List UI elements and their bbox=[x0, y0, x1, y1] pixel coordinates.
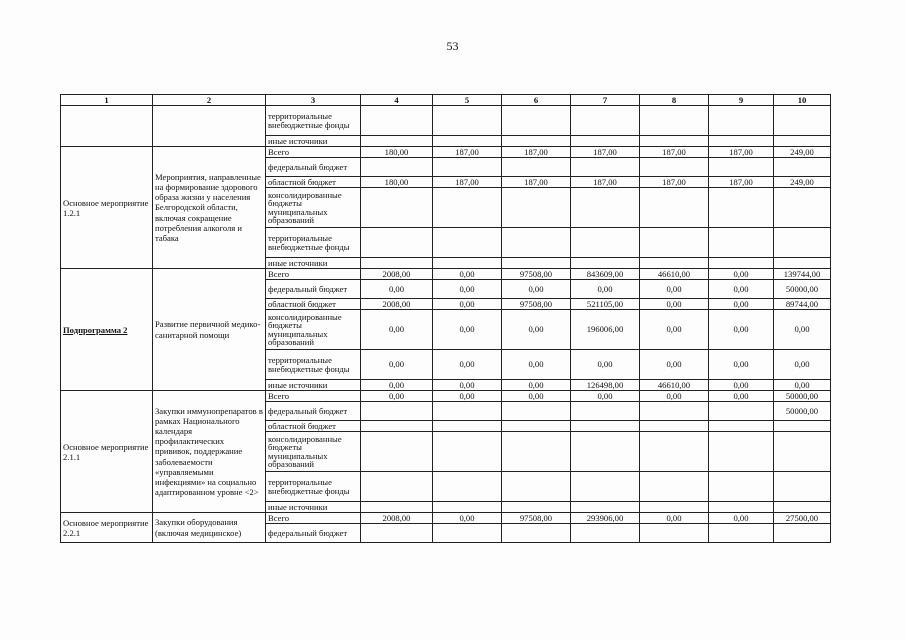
amount-cell bbox=[502, 432, 571, 472]
amount-cell bbox=[433, 136, 502, 147]
funding-source: областной бюджет bbox=[266, 421, 361, 432]
amount-cell bbox=[571, 472, 640, 502]
amount-cell: 0,00 bbox=[502, 280, 571, 299]
table-row bbox=[61, 513, 831, 524]
amount-cell: 89744,00 bbox=[774, 299, 831, 310]
amount-cell bbox=[433, 472, 502, 502]
amount-cell: 0,00 bbox=[361, 391, 433, 402]
amount-cell bbox=[640, 136, 709, 147]
amount-cell: 0,00 bbox=[502, 380, 571, 391]
amount-cell: 843609,00 bbox=[571, 269, 640, 280]
amount-cell: 249,00 bbox=[774, 177, 831, 188]
amount-cell bbox=[709, 421, 774, 432]
amount-cell bbox=[502, 106, 571, 136]
amount-cell: 27500,00 bbox=[774, 513, 831, 524]
amount-cell: 0,00 bbox=[640, 280, 709, 299]
column-header-6: 6 bbox=[502, 95, 571, 106]
amount-cell bbox=[774, 258, 831, 269]
amount-cell bbox=[709, 106, 774, 136]
amount-cell bbox=[640, 258, 709, 269]
funding-source: федеральный бюджет bbox=[266, 280, 361, 299]
funding-source: Всего bbox=[266, 269, 361, 280]
amount-cell bbox=[709, 158, 774, 177]
column-header-9: 9 bbox=[709, 95, 774, 106]
amount-cell: 46610,00 bbox=[640, 269, 709, 280]
measure-description bbox=[153, 106, 266, 147]
amount-cell bbox=[774, 136, 831, 147]
column-header-4: 4 bbox=[361, 95, 433, 106]
amount-cell: 187,00 bbox=[433, 147, 502, 158]
amount-cell bbox=[361, 402, 433, 421]
amount-cell bbox=[433, 228, 502, 258]
funding-source: иные источники bbox=[266, 258, 361, 269]
amount-cell bbox=[774, 158, 831, 177]
amount-cell bbox=[709, 258, 774, 269]
amount-cell: 187,00 bbox=[502, 177, 571, 188]
amount-cell bbox=[571, 402, 640, 421]
amount-cell: 0,00 bbox=[709, 299, 774, 310]
amount-cell bbox=[571, 158, 640, 177]
funding-source: Всего bbox=[266, 391, 361, 402]
column-header-1: 1 bbox=[61, 95, 153, 106]
column-header-8: 8 bbox=[640, 95, 709, 106]
amount-cell bbox=[361, 524, 433, 543]
amount-cell bbox=[502, 188, 571, 228]
amount-cell bbox=[774, 106, 831, 136]
amount-cell: 0,00 bbox=[433, 299, 502, 310]
measure-description: Мероприятия, направленные на формирование здорового образа жизни у населения Белгородской области, включая сокращение потребления алкоголя и табака bbox=[153, 147, 266, 269]
amount-cell bbox=[433, 502, 502, 513]
amount-cell bbox=[774, 421, 831, 432]
measure-name: Подпрограмма 2 bbox=[61, 269, 153, 391]
funding-source: территориальные внебюджетные фонды bbox=[266, 228, 361, 258]
amount-cell bbox=[502, 158, 571, 177]
amount-cell bbox=[433, 432, 502, 472]
amount-cell bbox=[502, 136, 571, 147]
amount-cell bbox=[640, 402, 709, 421]
amount-cell bbox=[571, 432, 640, 472]
amount-cell bbox=[709, 472, 774, 502]
amount-cell: 2008,00 bbox=[361, 299, 433, 310]
amount-cell: 187,00 bbox=[433, 177, 502, 188]
column-header-2: 2 bbox=[153, 95, 266, 106]
amount-cell: 0,00 bbox=[640, 391, 709, 402]
column-header-5: 5 bbox=[433, 95, 502, 106]
amount-cell: 0,00 bbox=[640, 299, 709, 310]
amount-cell: 0,00 bbox=[433, 280, 502, 299]
amount-cell bbox=[709, 228, 774, 258]
amount-cell bbox=[502, 421, 571, 432]
amount-cell bbox=[502, 228, 571, 258]
measure-description: Закупки иммунопрепаратов в рамках Национального календаря профилактических прививок, поддержание заболеваемости «управляемыми инфекциями» на социально адаптированном уровне <2> bbox=[153, 391, 266, 513]
column-header-3: 3 bbox=[266, 95, 361, 106]
table-row bbox=[61, 391, 831, 402]
amount-cell bbox=[571, 524, 640, 543]
amount-cell bbox=[361, 136, 433, 147]
amount-cell: 0,00 bbox=[640, 350, 709, 380]
amount-cell bbox=[433, 158, 502, 177]
amount-cell bbox=[709, 432, 774, 472]
amount-cell: 0,00 bbox=[433, 350, 502, 380]
funding-source: иные источники bbox=[266, 502, 361, 513]
amount-cell bbox=[640, 421, 709, 432]
amount-cell bbox=[640, 472, 709, 502]
amount-cell: 0,00 bbox=[709, 269, 774, 280]
funding-source: консолидированные бюджеты муниципальных образований bbox=[266, 188, 361, 228]
amount-cell: 180,00 bbox=[361, 177, 433, 188]
column-header-10: 10 bbox=[774, 95, 831, 106]
funding-source: консолидированные бюджеты муниципальных образований bbox=[266, 432, 361, 472]
amount-cell bbox=[361, 432, 433, 472]
amount-cell: 196006,00 bbox=[571, 310, 640, 350]
amount-cell: 0,00 bbox=[709, 513, 774, 524]
measure-description: Закупки оборудования (включая медицинское) bbox=[153, 513, 266, 543]
amount-cell: 180,00 bbox=[361, 147, 433, 158]
amount-cell bbox=[361, 106, 433, 136]
amount-cell bbox=[502, 402, 571, 421]
measure-name bbox=[61, 106, 153, 147]
funding-source: федеральный бюджет bbox=[266, 158, 361, 177]
amount-cell: 0,00 bbox=[640, 310, 709, 350]
amount-cell: 0,00 bbox=[571, 350, 640, 380]
amount-cell bbox=[774, 472, 831, 502]
amount-cell bbox=[571, 188, 640, 228]
amount-cell: 0,00 bbox=[433, 380, 502, 391]
amount-cell bbox=[571, 502, 640, 513]
amount-cell: 0,00 bbox=[774, 380, 831, 391]
amount-cell: 0,00 bbox=[361, 380, 433, 391]
amount-cell bbox=[774, 502, 831, 513]
funding-source: территориальные внебюджетные фонды bbox=[266, 472, 361, 502]
amount-cell bbox=[774, 432, 831, 472]
page-number: 53 bbox=[446, 39, 459, 53]
amount-cell bbox=[640, 524, 709, 543]
amount-cell bbox=[571, 258, 640, 269]
amount-cell bbox=[640, 502, 709, 513]
amount-cell: 50000,00 bbox=[774, 391, 831, 402]
amount-cell: 187,00 bbox=[571, 177, 640, 188]
amount-cell bbox=[774, 524, 831, 543]
table-row bbox=[61, 147, 831, 158]
amount-cell bbox=[361, 158, 433, 177]
amount-cell bbox=[709, 524, 774, 543]
amount-cell bbox=[640, 188, 709, 228]
amount-cell bbox=[640, 106, 709, 136]
funding-source: территориальные внебюджетные фонды bbox=[266, 106, 361, 136]
amount-cell: 46610,00 bbox=[640, 380, 709, 391]
funding-source: федеральный бюджет bbox=[266, 402, 361, 421]
amount-cell bbox=[571, 421, 640, 432]
funding-source: иные источники bbox=[266, 380, 361, 391]
funding-source: Всего bbox=[266, 513, 361, 524]
amount-cell bbox=[361, 258, 433, 269]
amount-cell bbox=[640, 432, 709, 472]
amount-cell: 0,00 bbox=[774, 310, 831, 350]
amount-cell: 521105,00 bbox=[571, 299, 640, 310]
amount-cell bbox=[571, 106, 640, 136]
amount-cell: 50000,00 bbox=[774, 280, 831, 299]
amount-cell: 187,00 bbox=[709, 177, 774, 188]
funding-source: федеральный бюджет bbox=[266, 524, 361, 543]
amount-cell: 0,00 bbox=[709, 391, 774, 402]
amount-cell: 0,00 bbox=[640, 513, 709, 524]
measure-name: Основное мероприятие 2.2.1 bbox=[61, 513, 153, 543]
column-header-7: 7 bbox=[571, 95, 640, 106]
amount-cell: 139744,00 bbox=[774, 269, 831, 280]
amount-cell bbox=[709, 402, 774, 421]
amount-cell: 0,00 bbox=[774, 350, 831, 380]
funding-source: иные источники bbox=[266, 136, 361, 147]
budget-table bbox=[60, 94, 831, 543]
amount-cell: 0,00 bbox=[502, 350, 571, 380]
amount-cell bbox=[361, 502, 433, 513]
amount-cell: 0,00 bbox=[571, 391, 640, 402]
funding-source: областной бюджет bbox=[266, 299, 361, 310]
amount-cell: 293906,00 bbox=[571, 513, 640, 524]
amount-cell bbox=[433, 106, 502, 136]
amount-cell: 126498,00 bbox=[571, 380, 640, 391]
amount-cell bbox=[433, 402, 502, 421]
funding-source: консолидированные бюджеты муниципальных образований bbox=[266, 310, 361, 350]
amount-cell: 0,00 bbox=[433, 391, 502, 402]
amount-cell: 0,00 bbox=[433, 310, 502, 350]
amount-cell: 187,00 bbox=[502, 147, 571, 158]
amount-cell bbox=[774, 188, 831, 228]
funding-source: территориальные внебюджетные фонды bbox=[266, 350, 361, 380]
amount-cell: 0,00 bbox=[709, 310, 774, 350]
measure-name: Основное мероприятие 2.1.1 bbox=[61, 391, 153, 513]
amount-cell: 0,00 bbox=[361, 310, 433, 350]
amount-cell bbox=[433, 258, 502, 269]
amount-cell bbox=[709, 502, 774, 513]
amount-cell bbox=[502, 258, 571, 269]
amount-cell: 249,00 bbox=[774, 147, 831, 158]
amount-cell bbox=[709, 136, 774, 147]
amount-cell bbox=[709, 188, 774, 228]
amount-cell: 50000,00 bbox=[774, 402, 831, 421]
measure-name: Основное мероприятие 1.2.1 bbox=[61, 147, 153, 269]
amount-cell bbox=[571, 136, 640, 147]
table-row bbox=[61, 269, 831, 280]
amount-cell: 0,00 bbox=[361, 350, 433, 380]
amount-cell: 0,00 bbox=[361, 280, 433, 299]
amount-cell bbox=[433, 421, 502, 432]
amount-cell: 0,00 bbox=[433, 513, 502, 524]
amount-cell: 187,00 bbox=[571, 147, 640, 158]
funding-source: областной бюджет bbox=[266, 177, 361, 188]
amount-cell: 2008,00 bbox=[361, 513, 433, 524]
amount-cell bbox=[361, 472, 433, 502]
amount-cell: 187,00 bbox=[709, 147, 774, 158]
amount-cell: 97508,00 bbox=[502, 299, 571, 310]
header-row bbox=[61, 95, 831, 106]
amount-cell bbox=[774, 228, 831, 258]
amount-cell bbox=[640, 228, 709, 258]
amount-cell: 2008,00 bbox=[361, 269, 433, 280]
funding-source: Всего bbox=[266, 147, 361, 158]
amount-cell bbox=[361, 421, 433, 432]
amount-cell: 0,00 bbox=[433, 269, 502, 280]
amount-cell bbox=[502, 502, 571, 513]
amount-cell: 0,00 bbox=[502, 310, 571, 350]
amount-cell bbox=[361, 188, 433, 228]
amount-cell bbox=[361, 228, 433, 258]
amount-cell: 187,00 bbox=[640, 147, 709, 158]
amount-cell: 0,00 bbox=[709, 280, 774, 299]
amount-cell bbox=[502, 524, 571, 543]
amount-cell: 0,00 bbox=[709, 380, 774, 391]
amount-cell bbox=[502, 472, 571, 502]
amount-cell: 97508,00 bbox=[502, 269, 571, 280]
measure-description: Развитие первичной медико-санитарной помощи bbox=[153, 269, 266, 391]
amount-cell: 0,00 bbox=[709, 350, 774, 380]
amount-cell: 0,00 bbox=[502, 391, 571, 402]
table-row bbox=[61, 106, 831, 136]
amount-cell bbox=[433, 524, 502, 543]
amount-cell: 187,00 bbox=[640, 177, 709, 188]
amount-cell bbox=[640, 158, 709, 177]
amount-cell: 0,00 bbox=[571, 280, 640, 299]
amount-cell bbox=[433, 188, 502, 228]
amount-cell: 97508,00 bbox=[502, 513, 571, 524]
amount-cell bbox=[571, 228, 640, 258]
